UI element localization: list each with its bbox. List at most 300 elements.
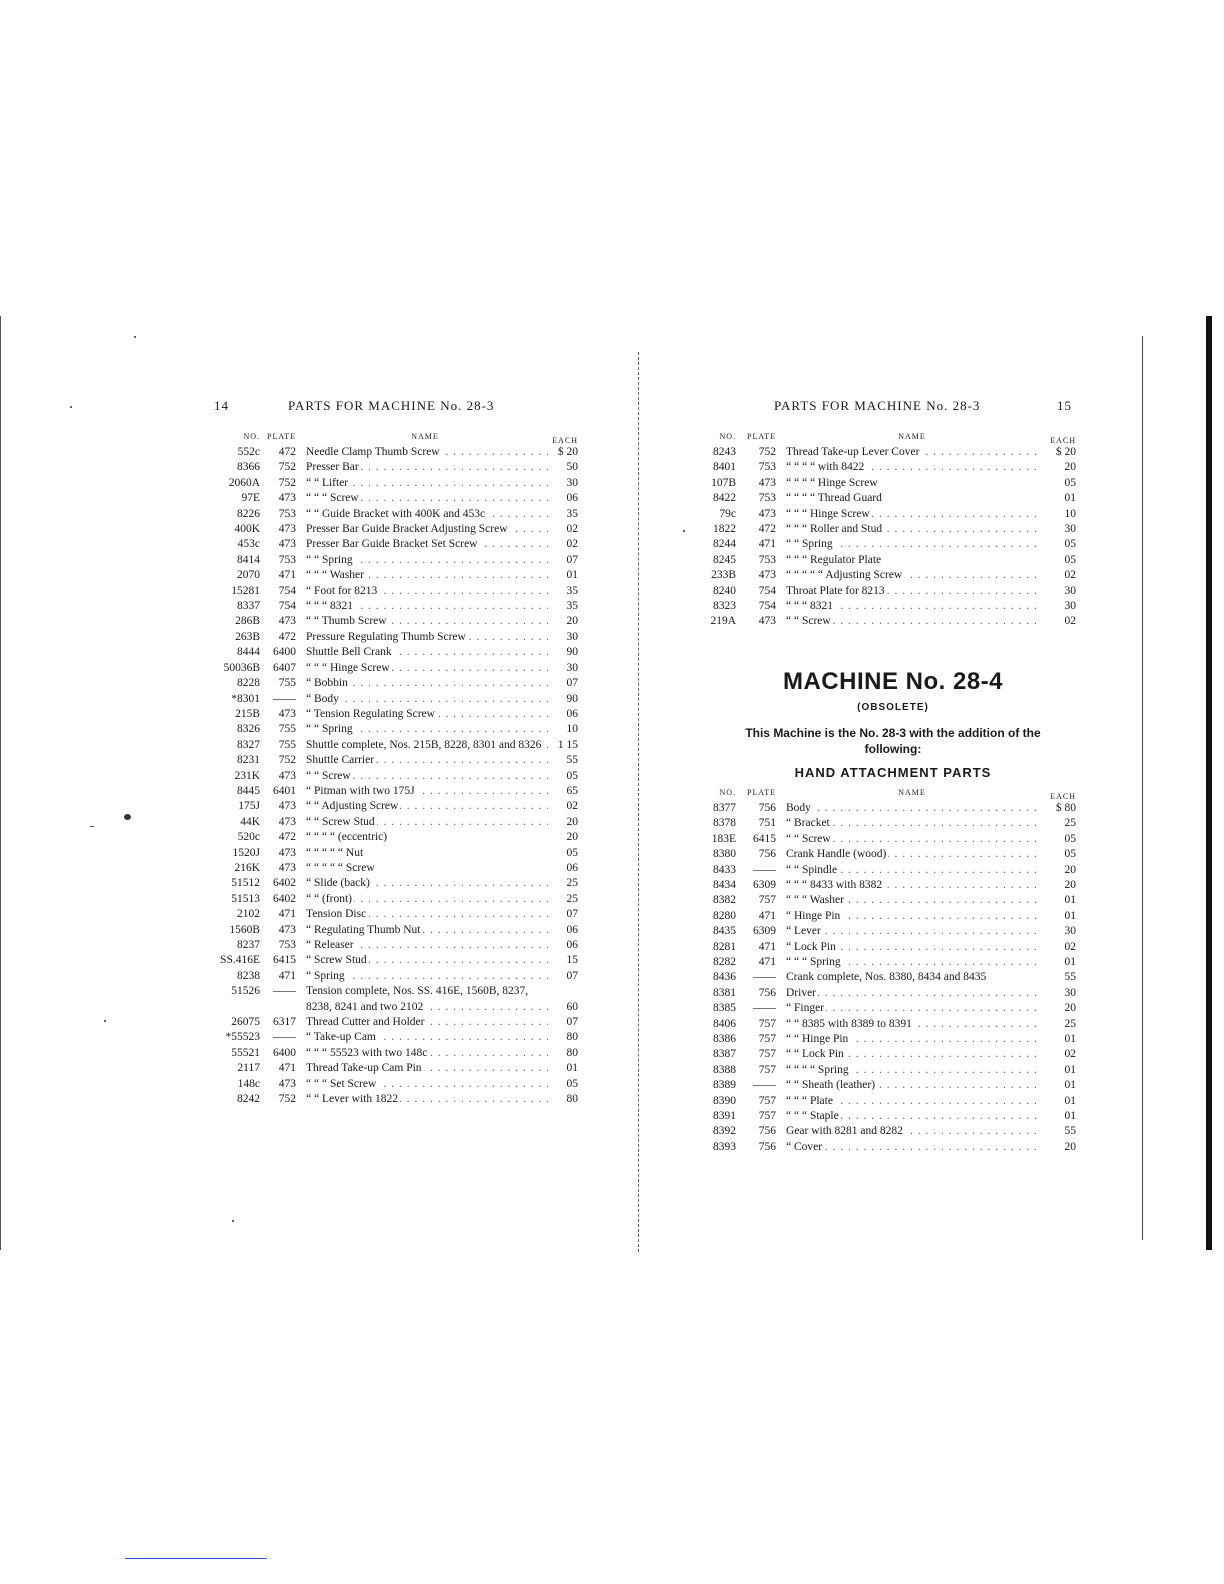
unit-price: 07 (566, 969, 578, 982)
part-number: 8366 (237, 461, 260, 474)
running-title: PARTS FOR MACHINE No. 28-3 (288, 398, 495, 413)
part-name: “ “ Adjusting Screw (306, 800, 399, 813)
part-number: 44K (240, 815, 260, 828)
part-name: “ “ Spring (786, 538, 833, 551)
part-name-cell (296, 507, 548, 522)
part-name-cell (296, 815, 548, 830)
unit-price: 30 (566, 661, 578, 674)
part-row (196, 738, 578, 753)
part-row (710, 940, 1076, 955)
unit-price: 30 (1064, 584, 1076, 597)
part-row (196, 630, 578, 645)
part-number: 97E (241, 492, 260, 505)
part-name-cell (296, 1015, 548, 1030)
part-row (196, 614, 578, 629)
part-row (196, 722, 578, 737)
part-number: 2102 (237, 908, 260, 921)
part-name-cell (296, 846, 548, 861)
part-row (710, 1032, 1076, 1047)
part-number: 263B (235, 630, 260, 643)
part-name: “ “ “ “ “ Screw (306, 861, 375, 874)
part-number: 8380 (713, 848, 736, 861)
part-number: 8414 (237, 553, 260, 566)
unit-price: 90 (566, 692, 578, 705)
part-number: 8377 (713, 801, 736, 814)
part-name-cell (776, 816, 1042, 831)
unit-price: 20 (1064, 461, 1076, 474)
page-number: 15 (1057, 398, 1072, 413)
part-name: Thread Cutter and Holder (306, 1016, 425, 1029)
plate-number: —— (753, 863, 776, 876)
part-name-cell (296, 692, 548, 707)
part-name-cell (776, 584, 1042, 599)
unit-price: 50 (566, 461, 578, 474)
part-row (710, 832, 1076, 847)
unit-price: 20 (1064, 878, 1076, 891)
part-number: SS.416E (220, 954, 260, 967)
part-name-cell (776, 940, 1042, 955)
part-name: “ “ 8385 with 8389 to 8391 (786, 1017, 912, 1030)
plate-number: 6400 (273, 646, 296, 659)
part-name-cell (776, 1047, 1042, 1062)
part-name-cell (296, 784, 548, 799)
part-row (196, 707, 578, 722)
plate-number: 473 (758, 476, 776, 489)
plate-number: 753 (278, 939, 296, 951)
part-row (196, 537, 578, 552)
plate-number: 471 (758, 538, 776, 551)
part-name-cell (776, 832, 1042, 847)
scan-underline (125, 1558, 267, 1559)
speck (70, 406, 72, 408)
part-number: 8378 (713, 817, 736, 830)
header-each: EACH (1050, 791, 1076, 801)
unit-price: 30 (566, 630, 578, 643)
part-name: Gear with 8281 and 8282 (786, 1125, 903, 1138)
part-name: Presser Bar Guide Bracket Set Screw (306, 538, 478, 551)
unit-price: $ 20 (557, 446, 578, 458)
unit-price: 20 (1064, 1002, 1076, 1015)
part-name: “ “ “ Hinge Screw (306, 661, 390, 674)
part-name: Pressure Regulating Thumb Screw (306, 630, 466, 643)
part-number: 8231 (237, 754, 260, 767)
part-number: 8434 (713, 878, 736, 891)
plate-number: 756 (758, 986, 776, 999)
part-number: 1560B (229, 923, 260, 936)
part-name: “ “ “ “ “ Adjusting Screw (786, 569, 903, 582)
part-name-cell (296, 1092, 548, 1107)
unit-price: 05 (566, 1077, 578, 1090)
part-row (710, 955, 1076, 970)
part-name-cell (296, 923, 548, 938)
speck (104, 1020, 106, 1022)
plate-number: 473 (278, 492, 296, 505)
header-each: EACH (1050, 436, 1076, 445)
part-row (196, 861, 578, 876)
part-number: 8387 (713, 1048, 736, 1061)
parts-list (196, 445, 578, 1107)
plate-number: 753 (278, 507, 296, 520)
part-name-cell (296, 953, 548, 968)
part-row (710, 909, 1076, 924)
part-name-cell (296, 537, 548, 552)
part-row (710, 445, 1076, 460)
part-row (196, 522, 578, 537)
column-headers (710, 432, 1076, 445)
part-number: 8226 (237, 507, 260, 520)
part-name-cell (296, 769, 548, 784)
part-number: 8436 (713, 971, 736, 984)
part-number: 453c (237, 538, 260, 551)
part-row (196, 584, 578, 599)
plate-number: 471 (758, 940, 776, 953)
part-number: 8422 (713, 492, 736, 505)
plate-number: 473 (278, 538, 296, 551)
part-name-cell (296, 445, 548, 460)
part-number: 8238 (237, 969, 260, 982)
part-name: Shuttle complete, Nos. 215B, 8228, 8301 and 8326 (306, 738, 542, 751)
header-no: NO. (719, 432, 736, 441)
part-row (196, 892, 578, 907)
plate-number: 752 (278, 754, 296, 767)
part-row (710, 568, 1076, 583)
part-number: 51513 (231, 892, 260, 905)
unit-price: 30 (566, 476, 578, 489)
part-name: “ “ “ Staple (786, 1110, 839, 1122)
part-row (710, 816, 1076, 831)
part-row (196, 599, 578, 614)
unit-price: 05 (1064, 553, 1076, 566)
unit-price: 25 (1064, 817, 1076, 830)
part-name: “ Body (306, 692, 339, 705)
part-name: “ “ Thumb Screw (306, 615, 387, 628)
part-name-cell (296, 907, 548, 922)
unit-price: 65 (566, 784, 578, 797)
part-name: Thread Take-up Cam Pin (306, 1062, 422, 1075)
part-name-cell (776, 847, 1042, 862)
plate-number: 6400 (273, 1046, 296, 1059)
plate-number: —— (273, 985, 296, 998)
plate-number: 6401 (273, 784, 296, 797)
part-name-cell (776, 599, 1042, 614)
part-name-cell (296, 707, 548, 722)
intro-text: This Machine is the No. 28-3 with the addition of the following: (745, 725, 1041, 756)
part-name: Tension complete, Nos. SS. 416E, 1560B, 8237, 8238, 8241 and two 2102 (306, 985, 529, 1013)
part-name: “ Bobbin (306, 677, 348, 690)
part-name: “ “ “ Hinge Screw (786, 507, 870, 520)
part-name-cell (296, 830, 548, 845)
part-number: 520c (237, 831, 260, 844)
unit-price: 06 (566, 492, 578, 505)
part-number: 8244 (713, 538, 736, 551)
unit-price: 02 (1064, 569, 1076, 582)
unit-price: 07 (566, 553, 578, 566)
header-plate: PLATE (747, 432, 776, 441)
unit-price: 80 (566, 1046, 578, 1059)
unit-price: 25 (1064, 1017, 1076, 1030)
part-row (710, 924, 1076, 939)
unit-price: 05 (566, 769, 578, 782)
part-name: “ “ Screw (786, 615, 831, 628)
scan-edge-right (1206, 316, 1212, 1250)
part-row (196, 661, 578, 676)
part-number: 8445 (237, 784, 260, 797)
part-name: “ Lock Pin (786, 940, 836, 953)
unit-price: 30 (1064, 925, 1076, 938)
unit-price: 35 (566, 584, 578, 597)
right-page (710, 396, 1076, 1155)
part-name-cell (776, 614, 1042, 629)
plate-number: 473 (278, 861, 296, 874)
part-name: “ “ “ “ (eccentric) (306, 831, 388, 844)
part-row (196, 830, 578, 845)
part-name: “ “ Spindle (786, 863, 838, 876)
plate-number: 471 (278, 908, 296, 921)
part-row (710, 1001, 1076, 1016)
part-number: 15281 (231, 584, 260, 597)
part-number: 8393 (713, 1140, 736, 1153)
part-number: 2060A (228, 476, 260, 489)
part-number: *8301 (231, 692, 260, 705)
part-row (196, 969, 578, 984)
plate-number: 472 (758, 523, 776, 536)
part-row (196, 984, 578, 1015)
part-number: 8444 (237, 646, 260, 659)
part-name: “ “ “ “ “ Nut (306, 846, 364, 859)
part-name: Crank complete, Nos. 8380, 8434 and 8435 (786, 971, 987, 984)
plate-number: 473 (278, 769, 296, 782)
part-number: 26075 (231, 1016, 260, 1029)
part-number: 8245 (713, 553, 736, 566)
part-name: “ “ Hinge Pin (786, 1032, 849, 1045)
part-name: “ “ “ Roller and Stud (786, 523, 883, 536)
part-name-cell (776, 1078, 1042, 1093)
running-head (196, 396, 578, 416)
part-name: “ Releaser (306, 939, 354, 951)
part-name-cell (776, 909, 1042, 924)
part-name-cell (776, 522, 1042, 537)
part-number: 51526 (231, 985, 260, 998)
plate-number: 756 (758, 848, 776, 861)
unit-price: 10 (1064, 507, 1076, 520)
part-name-cell (296, 984, 548, 1015)
part-name: “ “ Screw (306, 769, 351, 782)
part-number: 8433 (713, 863, 736, 876)
unit-price: 10 (566, 723, 578, 736)
part-row (710, 1063, 1076, 1078)
plate-number: 754 (278, 584, 296, 597)
part-name: “ Foot for 8213 (306, 584, 378, 597)
part-name: Crank Handle (wood) (786, 848, 887, 861)
machine-title: MACHINE No. 28-4 (782, 667, 1004, 695)
unit-price: 55 (566, 754, 578, 767)
part-name: “ “ “ “ Spring (786, 1063, 849, 1076)
header-name: NAME (898, 432, 926, 441)
part-name-cell (776, 1140, 1042, 1155)
unit-price: $ 20 (1055, 446, 1076, 458)
section-title: HAND ATTACHMENT PARTS (794, 764, 992, 780)
plate-number: 6317 (273, 1016, 296, 1029)
part-row (710, 970, 1076, 985)
part-name-cell (296, 584, 548, 599)
plate-number: 471 (278, 1062, 296, 1075)
part-row (196, 676, 578, 691)
part-name: Presser Bar (306, 461, 359, 474)
unit-price: 02 (566, 538, 578, 551)
unit-price: 02 (1064, 940, 1076, 953)
part-row (710, 599, 1076, 614)
part-name-cell (776, 1109, 1042, 1124)
part-number: 8326 (237, 723, 260, 736)
part-name-cell (776, 507, 1042, 522)
part-name-cell (296, 553, 548, 568)
part-number: 107B (711, 476, 736, 489)
plate-number: 757 (758, 1094, 776, 1107)
part-name-cell (776, 924, 1042, 939)
plate-number: 473 (278, 1077, 296, 1090)
part-name-cell (776, 568, 1042, 583)
part-name: “ “ “ Plate (786, 1094, 833, 1107)
part-name: “ “ “ 8321 (306, 600, 353, 613)
unit-price: 06 (566, 861, 578, 874)
part-number: 8385 (713, 1002, 736, 1015)
part-name: “ “ “ 8433 with 8382 (786, 878, 883, 891)
unit-price: $ 80 (1055, 801, 1076, 814)
plate-number: 757 (758, 1048, 776, 1061)
part-name: “ “ Screw Stud (306, 815, 375, 828)
part-row (710, 1047, 1076, 1062)
part-name-cell (776, 970, 1042, 985)
part-row (710, 476, 1076, 491)
plate-number: —— (753, 1079, 776, 1092)
part-name-cell (296, 969, 548, 984)
header-plate: PLATE (267, 432, 296, 441)
unit-price: 15 (566, 954, 578, 967)
plate-number: 757 (758, 1063, 776, 1076)
part-number: 400K (234, 523, 260, 536)
part-name: “ Finger (786, 1002, 825, 1015)
unit-price: 01 (1064, 894, 1076, 907)
part-name-cell (296, 476, 548, 491)
part-row (710, 1078, 1076, 1093)
unit-price: 05 (1064, 848, 1076, 861)
part-row (710, 878, 1076, 893)
unit-price: 02 (1064, 615, 1076, 628)
part-row (710, 460, 1076, 475)
unit-price: 80 (566, 1093, 578, 1106)
plate-number: 752 (758, 446, 776, 458)
plate-number: 473 (278, 923, 296, 936)
part-number: 8323 (713, 600, 736, 613)
part-number: 8392 (713, 1125, 736, 1138)
part-number: 8388 (713, 1063, 736, 1076)
part-name-cell (776, 1124, 1042, 1139)
unit-price: 35 (566, 600, 578, 613)
part-name: “ Cover (786, 1140, 823, 1153)
plate-number: 753 (758, 492, 776, 505)
part-row (196, 553, 578, 568)
part-name-cell (296, 614, 548, 629)
header-name: NAME (411, 432, 439, 441)
part-row (710, 491, 1076, 506)
part-name-cell (296, 1077, 548, 1092)
part-number: 8243 (713, 446, 736, 458)
speck (683, 530, 685, 532)
part-name-cell (776, 537, 1042, 552)
plate-number: 6402 (273, 877, 296, 890)
part-row (196, 784, 578, 799)
header-name: NAME (898, 787, 926, 797)
part-name-cell (296, 753, 548, 768)
unit-price: 90 (566, 646, 578, 659)
part-row (196, 460, 578, 475)
part-row (196, 491, 578, 506)
plate-number: 753 (758, 461, 776, 474)
part-name: “ “ Guide Bracket with 400K and 453c (306, 507, 486, 520)
part-name: “ “ Screw (786, 832, 831, 845)
part-name: “ “ “ “ Thread Guard (786, 492, 882, 505)
part-number: 8381 (713, 986, 736, 999)
unit-price: 80 (566, 1031, 578, 1044)
plate-number: 6402 (273, 892, 296, 905)
part-row (710, 1140, 1076, 1155)
part-name: “ “ “ “ with 8422 (786, 461, 865, 474)
unit-price: 30 (1064, 600, 1076, 613)
plate-number: 757 (758, 1017, 776, 1030)
plate-number: 751 (758, 817, 776, 830)
part-row (196, 507, 578, 522)
part-row (196, 753, 578, 768)
part-name: “ “ “ Set Screw (306, 1077, 377, 1090)
part-number: 8237 (237, 939, 260, 951)
unit-price: 01 (566, 1062, 578, 1075)
part-number: 219A (710, 615, 736, 628)
plate-number: 472 (278, 630, 296, 643)
part-row (196, 476, 578, 491)
part-row (196, 568, 578, 583)
part-row (196, 1046, 578, 1061)
part-row (196, 445, 578, 460)
part-row (196, 1061, 578, 1076)
part-name-cell (776, 445, 1042, 460)
speck (134, 336, 136, 338)
running-title: PARTS FOR MACHINE No. 28-3 (774, 398, 981, 413)
part-name-cell (776, 955, 1042, 970)
part-name: “ “ “ 55523 with two 148c (306, 1046, 428, 1059)
part-name-cell (776, 460, 1042, 475)
unit-price: 01 (1064, 909, 1076, 922)
unit-price: 01 (1064, 1063, 1076, 1076)
unit-price: 06 (566, 939, 578, 951)
header-no: NO. (243, 432, 260, 441)
unit-price: 20 (566, 831, 578, 844)
part-name: “ “ Spring (306, 553, 353, 566)
speck (124, 814, 131, 820)
plate-number: 755 (278, 738, 296, 751)
part-number: 8401 (713, 461, 736, 474)
part-row (196, 938, 578, 953)
part-number: 2070 (237, 569, 260, 582)
part-name: Shuttle Bell Crank (306, 646, 392, 659)
part-row (196, 876, 578, 891)
plate-number: 473 (278, 800, 296, 813)
part-name: “ “ “ Spring (786, 955, 841, 968)
part-name: “ Screw Stud (306, 954, 367, 967)
part-name-cell (776, 801, 1042, 816)
part-row (710, 522, 1076, 537)
part-number: 233B (711, 569, 736, 582)
part-number: 148c (237, 1077, 260, 1090)
